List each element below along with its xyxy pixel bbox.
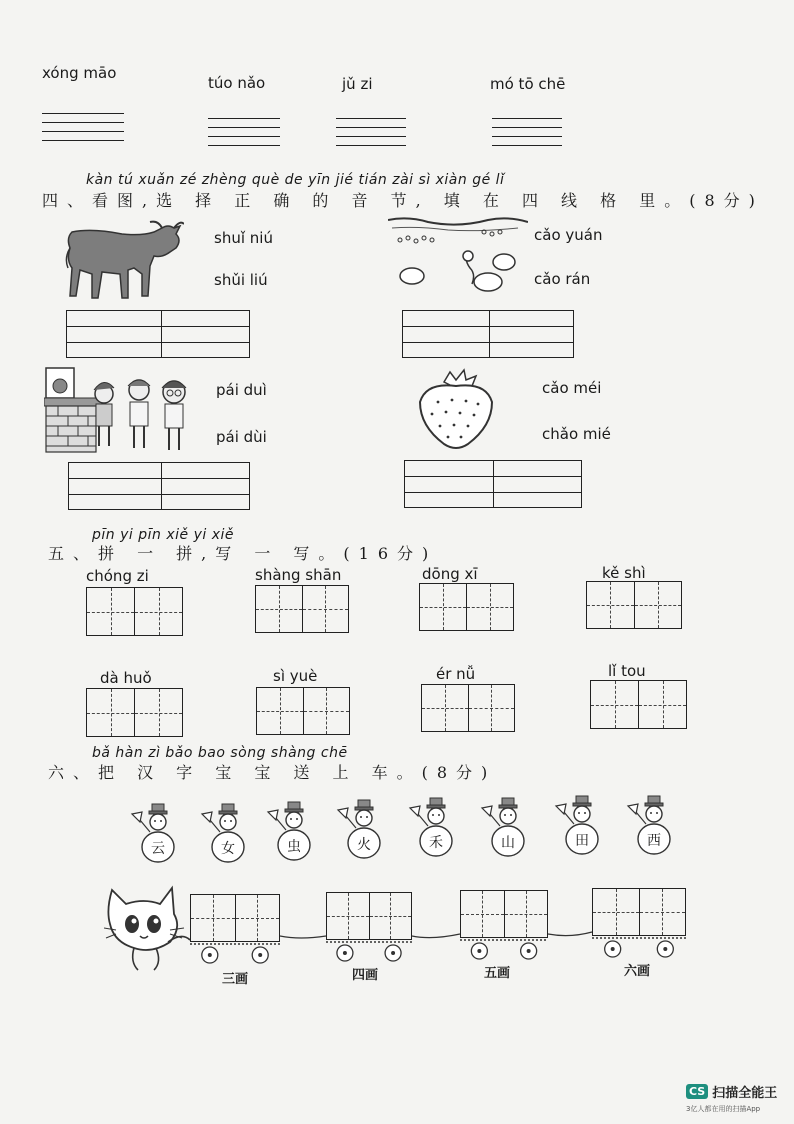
snowman-character-card[interactable]	[198, 802, 256, 864]
snowman-character-card[interactable]	[264, 800, 322, 862]
train-car[interactable]	[326, 892, 412, 962]
train-wheels-icon	[190, 940, 280, 964]
cat-illustration	[104, 884, 192, 974]
q1-option-b[interactable]: shǔi liú	[214, 271, 268, 289]
q2-option-a[interactable]: cǎo yuán	[534, 226, 603, 244]
four-line-blank-4[interactable]	[492, 118, 562, 154]
writing-pinyin-2: shàng shān	[255, 566, 342, 584]
q2-option-b[interactable]: cǎo rán	[534, 270, 591, 288]
snowman-character: 田	[575, 833, 589, 849]
four-line-blank-2[interactable]	[208, 118, 280, 154]
snowman-character: 虫	[287, 839, 301, 855]
snowman-character: 云	[151, 841, 165, 857]
scanner-tagline: 3亿人都在用的扫描App	[686, 1105, 761, 1113]
scanner-logo-icon: CS	[686, 1084, 708, 1099]
writing-grid-5[interactable]	[86, 688, 183, 737]
train-wheels-icon	[460, 936, 548, 960]
section6-pinyin: bǎ hàn zì bǎo bao sòng shàng chē	[92, 745, 348, 761]
snowman-character: 火	[357, 837, 371, 853]
writing-grid-2[interactable]	[255, 585, 349, 633]
answer-grid-q3[interactable]	[68, 462, 250, 510]
writing-grid-8[interactable]	[590, 680, 687, 729]
train-car-label: 四画	[352, 968, 379, 983]
section5-pinyin: pīn yi pīn xiě yi xiě	[92, 527, 234, 543]
scanner-watermark	[686, 1082, 786, 1114]
train-car-grid[interactable]	[592, 888, 686, 936]
writing-pinyin-3: dōng xī	[422, 565, 478, 583]
writing-pinyin-8: lǐ tou	[608, 662, 646, 680]
top-pinyin-1: xóng māo	[42, 64, 117, 82]
four-line-blank-3[interactable]	[336, 118, 406, 154]
train-car[interactable]	[592, 888, 686, 958]
train-car-grid[interactable]	[460, 890, 548, 938]
writing-pinyin-5: dà huǒ	[100, 669, 152, 687]
q3-option-b[interactable]: pái dùi	[216, 428, 267, 446]
children-queue-illustration	[44, 366, 194, 456]
answer-grid-q4[interactable]	[404, 460, 582, 508]
train-wheels-icon	[326, 938, 412, 962]
writing-pinyin-7: ér nǚ	[436, 665, 476, 683]
train-car-label: 五画	[484, 966, 511, 981]
train-car-grid[interactable]	[326, 892, 412, 940]
top-pinyin-3: jǔ zi	[342, 75, 373, 93]
writing-pinyin-1: chóng zi	[86, 567, 149, 585]
section5-title: 五、拼 一 拼,写 一 写。(16分)	[48, 544, 438, 563]
train-car-label: 三画	[222, 972, 249, 987]
scanner-app-name: 扫描全能王	[712, 1086, 778, 1101]
writing-pinyin-6: sì yuè	[273, 667, 318, 685]
snowman-character-card[interactable]	[128, 802, 186, 864]
train-car-label: 六画	[624, 964, 651, 979]
top-pinyin-4: mó tō chē	[490, 75, 566, 93]
section4-title: 四、看图,选 择 正 确 的 音 节, 填 在 四 线 格 里。(8分)	[42, 191, 764, 210]
snowman-character: 女	[221, 841, 235, 857]
snowman-character: 山	[501, 835, 515, 851]
buffalo-illustration	[62, 218, 184, 304]
four-line-blank-1[interactable]	[42, 113, 124, 149]
train-car[interactable]	[460, 890, 548, 960]
snowman-character-card[interactable]	[334, 798, 392, 860]
writing-grid-6[interactable]	[256, 687, 350, 735]
writing-grid-1[interactable]	[86, 587, 183, 636]
train-car-grid[interactable]	[190, 894, 280, 942]
grassland-sheep-illustration	[388, 214, 528, 298]
section4-pinyin: kàn tú xuǎn zé zhèng què de yīn jié tián zài sì xiàn gé lǐ	[86, 172, 505, 188]
q1-option-a[interactable]: shuǐ niú	[214, 229, 273, 247]
q3-option-a[interactable]: pái duì	[216, 381, 267, 399]
writing-grid-3[interactable]	[419, 583, 514, 631]
q4-option-a[interactable]: cǎo méi	[542, 379, 602, 397]
snowman-character-card[interactable]	[406, 796, 464, 858]
writing-grid-4[interactable]	[586, 581, 682, 629]
top-pinyin-2: túo nǎo	[208, 74, 266, 92]
answer-grid-q2[interactable]	[402, 310, 574, 358]
snowman-character-card[interactable]	[624, 794, 682, 856]
section6-title: 六、把 汉 字 宝 宝 送 上 车。(8分)	[48, 763, 497, 782]
strawberry-illustration	[416, 368, 496, 450]
answer-grid-q1[interactable]	[66, 310, 250, 358]
q4-option-b[interactable]: chǎo mié	[542, 425, 611, 443]
snowman-character: 禾	[429, 835, 443, 851]
snowman-character-card[interactable]	[478, 796, 536, 858]
train-wheels-icon	[592, 934, 686, 958]
snowman-character: 西	[647, 833, 661, 849]
writing-pinyin-4: kě shì	[602, 564, 646, 582]
writing-grid-7[interactable]	[421, 684, 515, 732]
snowman-character-card[interactable]	[552, 794, 610, 856]
train-car[interactable]	[190, 894, 280, 964]
